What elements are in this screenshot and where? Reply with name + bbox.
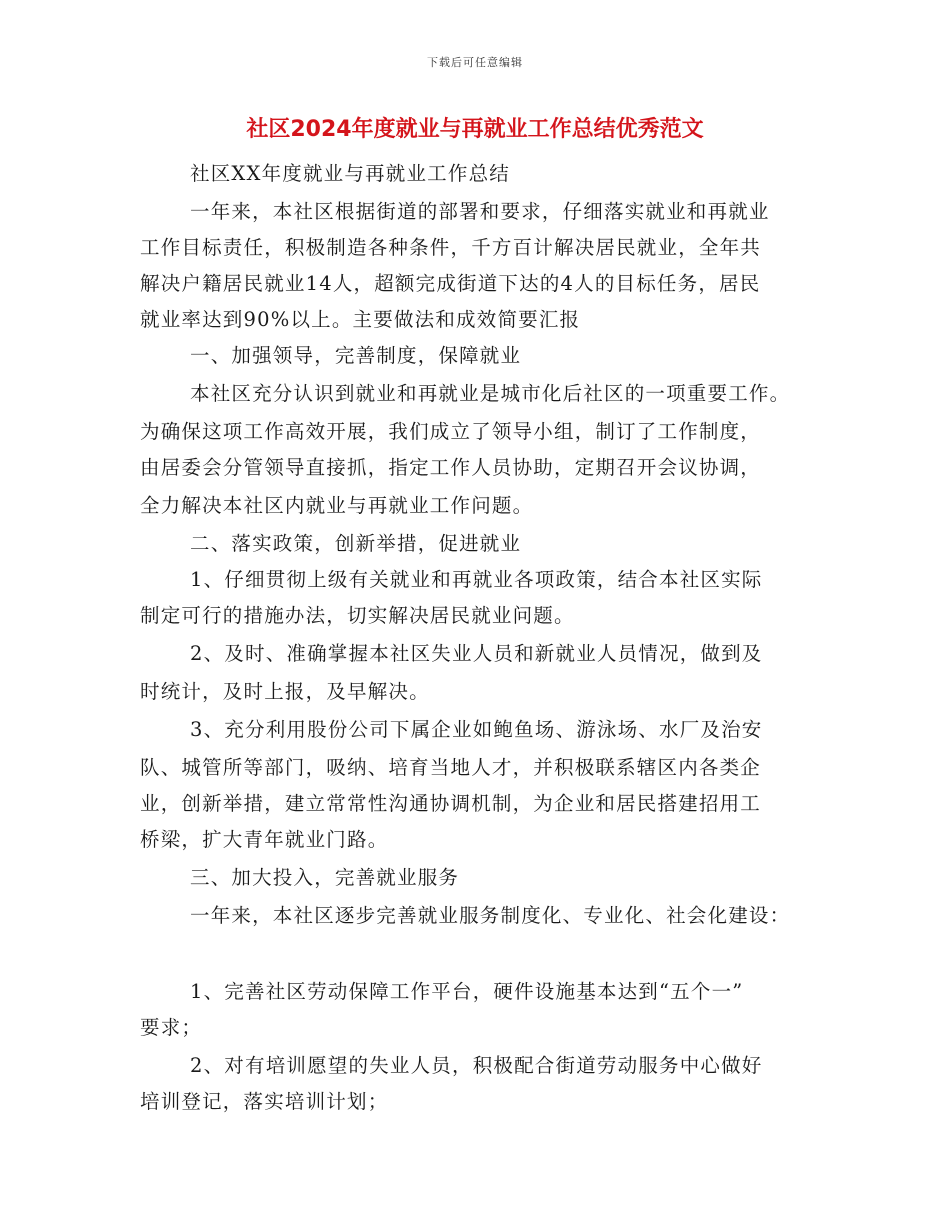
section-heading: 三、加大投入，完善就业服务 [190, 866, 460, 889]
paragraph-line: 就业率达到90%以上。主要做法和成效简要汇报 [140, 308, 581, 331]
paragraph-line: 业，创新举措，建立常常性沟通协调机制，为企业和居民搭建招用工 [140, 792, 762, 815]
paragraph-line: 工作目标责任，积极制造各种条件，千方百计解决居民就业，全年共 [140, 236, 762, 259]
paragraph-line: 1、完善社区劳动保障工作平台，硬件设施基本达到“五个一” [190, 980, 744, 1003]
paragraph-line: 1、仔细贯彻上级有关就业和再就业各项政策，结合本社区实际 [190, 568, 763, 591]
paragraph-line: 时统计，及时上报，及早解决。 [140, 680, 430, 703]
paragraph-line: 解决户籍居民就业14人，超额完成街道下达的4人的目标任务，居民 [140, 272, 761, 295]
paragraph-line: 制定可行的措施办法，切实解决居民就业问题。 [140, 604, 575, 627]
document-title: 社区2024年度就业与再就业工作总结优秀范文 [246, 117, 704, 142]
paragraph-line: 2、及时、准确掌握本社区失业人员和新就业人员情况，做到及 [190, 642, 763, 665]
paragraph-line: 培训登记，落实培训计划； [140, 1090, 389, 1113]
paragraph-line: 一年来，本社区根据街道的部署和要求，仔细落实就业和再就业 [190, 200, 770, 223]
subtitle-line: 社区XX年度就业与再就业工作总结 [190, 162, 510, 185]
section-heading: 一、加强领导，完善制度，保障就业 [190, 344, 522, 367]
header-note: 下载后可任意编辑 [427, 56, 523, 69]
paragraph-line: 为确保这项工作高效开展，我们成立了领导小组，制订了工作制度， [140, 420, 762, 443]
paragraph-line: 由居委会分管领导直接抓，指定工作人员协助，定期召开会议协调， [140, 456, 762, 479]
paragraph-line: 桥梁，扩大青年就业门路。 [140, 828, 389, 851]
paragraph-line: 本社区充分认识到就业和再就业是城市化后社区的一项重要工作。 [190, 382, 791, 405]
section-heading: 二、落实政策，创新举措，促进就业 [190, 532, 522, 555]
paragraph-line: 队、城管所等部门，吸纳、培育当地人才，并积极联系辖区内各类企 [140, 756, 762, 779]
paragraph-line: 要求； [140, 1016, 203, 1039]
paragraph-line: 一年来，本社区逐步完善就业服务制度化、专业化、社会化建设： [190, 904, 791, 927]
paragraph-line: 全力解决本社区内就业与再就业工作问题。 [140, 494, 534, 517]
paragraph-line: 2、对有培训愿望的失业人员，积极配合街道劳动服务中心做好 [190, 1054, 763, 1077]
paragraph-line: 3、充分利用股份公司下属企业如鲍鱼场、游泳场、水厂及治安 [190, 718, 763, 741]
